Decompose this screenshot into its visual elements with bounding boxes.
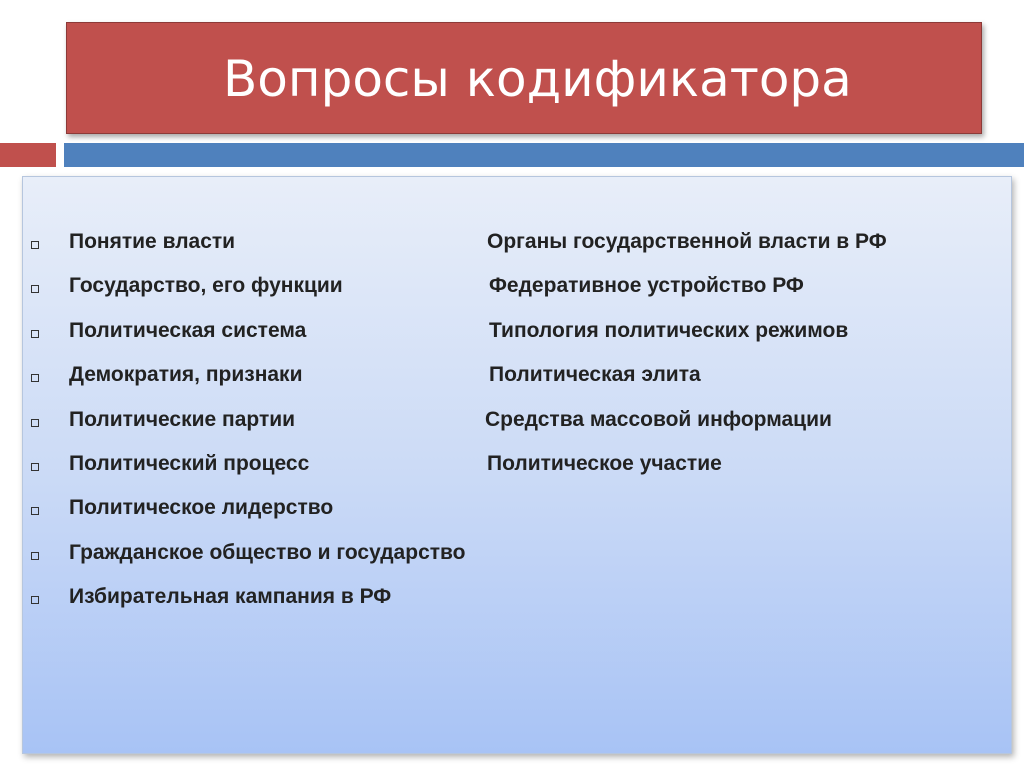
square-bullet-icon	[31, 552, 39, 560]
topic-right: Политическое участие	[487, 451, 722, 475]
list-item	[30, 443, 990, 487]
accent-bar-red	[0, 143, 56, 167]
topic-left: Гражданское общество и государство	[69, 540, 466, 564]
list-item	[30, 399, 990, 443]
topic-right: Органы государственной власти в РФ	[487, 230, 887, 253]
topic-left: Политические партии	[69, 407, 296, 431]
list-item	[30, 576, 990, 620]
topic-left: Избирательная кампания в РФ	[69, 585, 392, 609]
topic-left: Политическая система	[69, 318, 307, 342]
list-item	[30, 221, 990, 265]
topic-right: Средства массовой информации	[485, 407, 832, 431]
square-bullet-icon	[31, 596, 39, 604]
topic-left: Понятие власти	[69, 230, 236, 253]
square-bullet-icon	[31, 419, 39, 427]
list-item	[30, 487, 990, 531]
topic-left: Демократия, признаки	[69, 363, 303, 387]
topic-right: Политическая элита	[489, 363, 701, 387]
list-item	[30, 354, 990, 398]
square-bullet-icon	[31, 463, 39, 471]
topic-list	[30, 221, 990, 621]
slide-title: Вопросы кодификатора	[223, 50, 852, 108]
list-item	[30, 532, 990, 576]
square-bullet-icon	[31, 507, 39, 515]
topic-right: Типология политических режимов	[489, 318, 849, 342]
square-bullet-icon	[31, 374, 39, 382]
topic-left: Политическое лидерство	[69, 496, 334, 520]
square-bullet-icon	[31, 241, 39, 249]
list-item	[30, 265, 990, 309]
topic-left: Государство, его функции	[69, 274, 343, 298]
accent-bar-blue	[64, 143, 1024, 167]
title-banner	[66, 22, 982, 134]
topic-right: Федеративное устройство РФ	[489, 274, 804, 298]
square-bullet-icon	[31, 330, 39, 338]
square-bullet-icon	[31, 285, 39, 293]
list-item	[30, 310, 990, 354]
topic-left: Политический процесс	[69, 451, 310, 475]
